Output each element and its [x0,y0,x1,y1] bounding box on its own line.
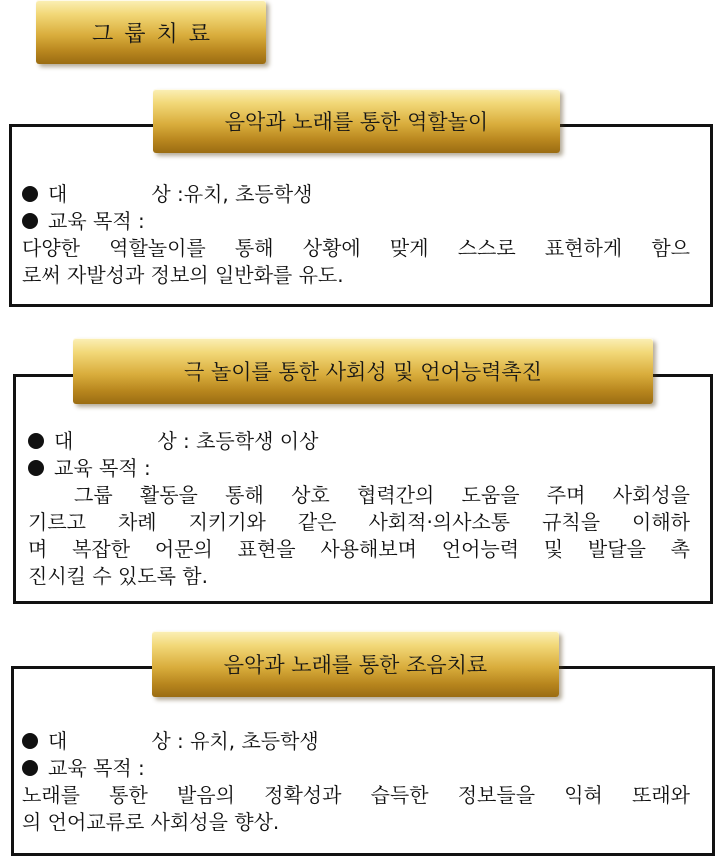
section-heading-tab-role-play [153,89,560,153]
target-label-a: 대 [48,729,68,753]
goal-label: 교육 목적 : [48,756,145,780]
section-content-drama-play [28,428,690,590]
goal-text-line: 다양한 역할놀이를 통해 상황에 맞게 스스로 표현하게 함으 [22,236,690,260]
goal-text-line: 노래를 통한 발음의 정확성과 습득한 정보들을 익혀 또래와 [22,783,690,807]
goal-row [28,455,690,482]
target-label-b: 상 [151,729,171,753]
goal-row [22,755,690,782]
bullet-icon [22,733,38,749]
goal-label: 교육 목적 : [48,209,145,233]
goal-text-line: 로써 자발성과 정보의 일반화를 유도. [22,263,344,287]
goal-text-line: 기르고 차례 지키기와 같은 사회적·의사소통 규칙을 이해하 [28,510,690,534]
target-value: : 초등학생 이상 [183,429,319,453]
target-row [22,728,690,755]
target-label-b: 상 [157,429,177,453]
target-row [22,181,690,208]
goal-label: 교육 목적 : [54,456,151,480]
target-label-b: 상 [151,182,171,206]
goal-text-line: 며 복잡한 어문의 표현을 사용해보며 언어능력 및 발달을 촉 [28,537,690,561]
section-heading: 극 놀이를 통한 사회성 및 언어능력촉진 [184,360,542,384]
section-content-articulation [22,728,690,836]
goal-text-line: 의 언어교류로 사회성을 향상. [22,810,280,834]
target-value: :유치, 초등학생 [177,182,313,206]
goal-row [22,208,690,235]
bullet-icon [22,760,38,776]
section-heading-tab-drama-play [73,338,653,404]
bullet-icon [22,213,38,229]
target-value: : 유치, 초등학생 [177,729,319,753]
target-label-a: 대 [54,429,74,453]
page-title: 그룹치료 [91,21,221,47]
goal-text-line: 진시킬 수 있도록 함. [28,564,208,588]
section-content-role-play [22,181,690,289]
bullet-icon [22,186,38,202]
section-heading: 음악과 노래를 통한 조음치료 [223,653,488,677]
target-label-a: 대 [48,182,68,206]
bullet-icon [28,433,44,449]
bullet-icon [28,460,44,476]
target-row [28,428,690,455]
section-heading: 음악과 노래를 통한 역할놀이 [224,110,489,134]
goal-text-line: 그룹 활동을 통해 상호 협력간의 도움을 주며 사회성을 [74,483,690,507]
page-title-tab [36,0,266,64]
section-heading-tab-articulation [152,631,559,697]
